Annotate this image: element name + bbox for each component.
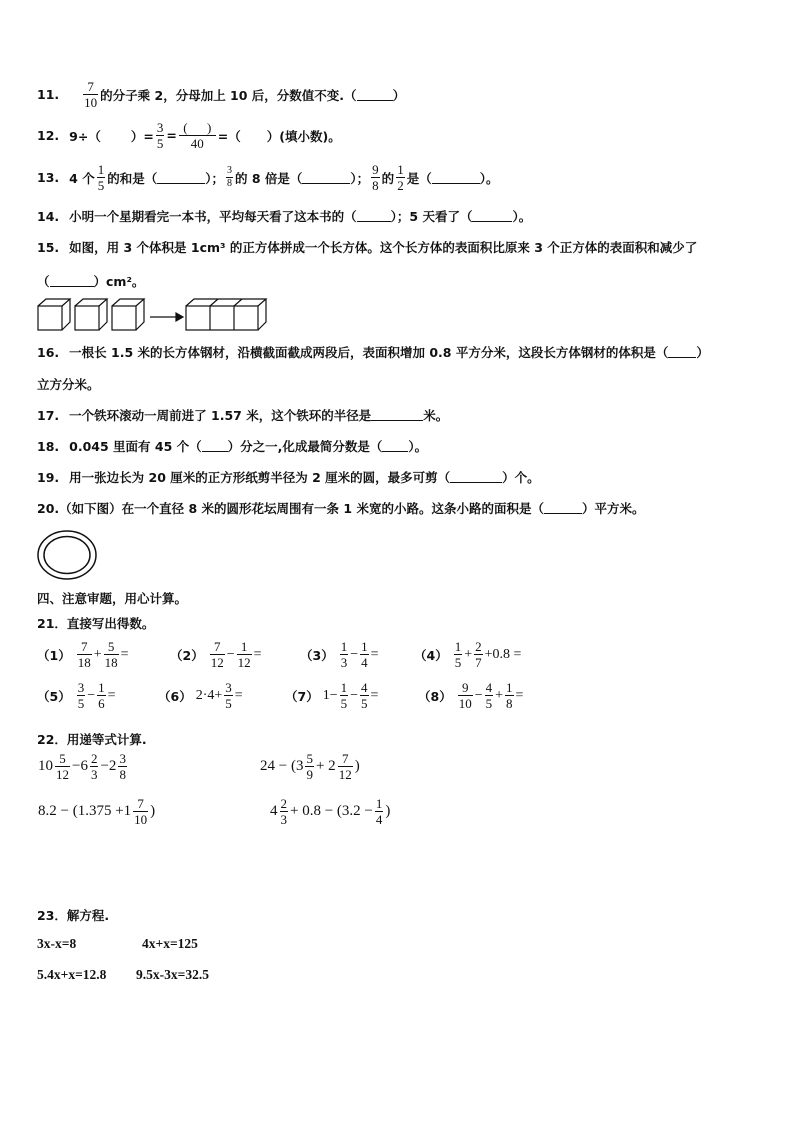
answer-blank[interactable] [668, 346, 696, 358]
fraction: $\frac{3}{8}$ [227, 165, 232, 189]
answer-blank[interactable] [450, 471, 502, 483]
question-23-title: 23．解方程. [37, 908, 110, 923]
question-20: 20. （如下图）在一个直径 8 米的圆形花坛周围有一条 1 米宽的小路。这条小路的面积是（ ）平方米。 [37, 500, 645, 516]
outer-circle-icon [38, 531, 96, 579]
fraction: $\frac{7}{10}$ [84, 79, 98, 110]
equation-4: 9.5x-3x=32.5 [136, 967, 209, 982]
question-number: 13. [37, 170, 60, 185]
question-16-line2: 立方分米。 [37, 377, 100, 392]
answer-blank[interactable] [357, 89, 393, 101]
calc-item-4: （4） $\frac{1}{5}$ + $\frac{2}{7}$ +0.8 = [414, 639, 522, 670]
question-number: 17. [37, 407, 60, 423]
answer-blank[interactable] [157, 172, 205, 184]
question-14: 14. 小明一个星期看完一本书，平均每天看了这本书的（ ）；5 天看了（ ）。 [37, 208, 532, 224]
cube-icon [38, 299, 70, 330]
section-heading: 四、注意审题，用心计算。 [37, 591, 188, 606]
cubes-figure [36, 296, 276, 332]
answer-blank[interactable] [202, 440, 228, 452]
fraction: $\frac{9}{8}$ [372, 162, 379, 193]
question-number: 11. [37, 87, 60, 102]
calc-item-3: （3） $\frac{1}{3}$ − $\frac{1}{4}$ = [300, 639, 379, 670]
fraction: $\frac{1}{5}$ [97, 162, 105, 193]
question-number: 18. [37, 438, 60, 454]
question-21-title: 21．直接写出得数。 [37, 616, 155, 631]
fraction: $\frac{1}{2}$ [397, 162, 404, 193]
answer-blank[interactable] [382, 440, 408, 452]
answer-blank[interactable] [371, 409, 423, 421]
answer-blank[interactable] [50, 275, 94, 287]
calc-item-5: （5） $\frac{3}{5}$ − $\frac{1}{6}$ = [37, 680, 116, 711]
arrow-right-icon [150, 313, 183, 321]
calc-item-1: （1） $\frac{7}{18}$ + $\frac{5}{18}$ = [37, 639, 129, 670]
answer-blank[interactable] [544, 502, 582, 514]
question-18: 18. 0.045 里面有 45 个（ ）分之一,化成最简分数是（ ）。 [37, 438, 428, 454]
calc-item-8: （8） $\frac{9}{10}$ − $\frac{4}{5}$ + $\frac{1}{8}$ = [418, 680, 524, 711]
question-text: 的分子乘 2，分母加上 10 后，分数值不变.（ [100, 87, 357, 103]
question-15: 15. 如图，用 3 个体积是 1cm³ 的正方体拼成一个长方体。这个长方体的表面积比原来 3 个正方体的表面积和减少了 [37, 239, 698, 255]
answer-blank[interactable] [432, 172, 480, 184]
expression-4: 4 $\frac{2}{3}$ + 0.8 − (3.2 − $\frac{1}{4}$ ) [270, 796, 391, 827]
question-number: 19. [37, 469, 60, 485]
equation-1: 3x-x=8 [37, 936, 77, 951]
calc-item-7: （7） 1− $\frac{1}{5}$ − $\frac{4}{5}$ = [285, 680, 379, 711]
answer-blank[interactable] [302, 172, 350, 184]
question-number: 16. [37, 344, 60, 360]
equation-2: 4x+x=125 [142, 936, 198, 951]
question-number: 20. [37, 500, 60, 516]
question-17: 17. 一个铁环滚动一周前进了 1.57 米，这个铁环的半径是 米。 [37, 407, 449, 423]
question-number: 14. [37, 208, 60, 224]
question-19: 19. 用一张边长为 20 厘米的正方形纸剪半径为 2 厘米的圆，最多可剪（ ）个。 [37, 469, 540, 485]
calc-item-2: （2） $\frac{7}{12}$ − $\frac{1}{12}$ = [170, 639, 262, 670]
expression-1: 10 $\frac{5}{12}$ −6 $\frac{2}{3}$ −2 $\frac{3}{8}$ [38, 751, 126, 782]
answer-blank[interactable] [472, 210, 512, 222]
cuboid-icon [186, 299, 266, 330]
question-16: 16. 一根长 1.5 米的长方体钢材，沿横截面截成两段后，表面积增加 0.8 平方分米，这段长方体钢材的体积是（ ） [37, 344, 709, 360]
question-22-title: 22．用递等式计算. [37, 732, 147, 747]
equation-3: 5.4x+x=12.8 [37, 967, 107, 982]
expression-2: 24 − (3 $\frac{5}{9}$ + 2 $\frac{7}{12}$ ) [260, 751, 360, 782]
ring-path-figure [36, 529, 98, 581]
inner-circle-icon [44, 537, 90, 574]
question-13: 13. 4 个 $\frac{1}{5}$ 的和是（ ）； $\frac{3}{8}$ 的 8 倍是（ ）； $\frac{9}{8}$ 的 $\frac{1}{2}$ 是（ ）。 [37, 162, 499, 193]
question-number: 15. [37, 239, 60, 255]
expression-3: 8.2 − (1.375 +1 $\frac{7}{10}$ ) [38, 796, 156, 827]
question-12: 12. 9÷（ ）= $\frac{3}{5}$ = $\frac{( )}{40}$ =（ ）(填小数)。 [37, 120, 341, 151]
fraction: $\frac{3}{5}$ [156, 120, 164, 151]
question-15-line2: （ ）cm²。 [37, 274, 145, 289]
question-11: 11. $\frac{7}{10}$ 的分子乘 2，分母加上 10 后，分数值不变.（ ） [37, 79, 406, 110]
answer-blank[interactable] [357, 210, 391, 222]
fraction-blank[interactable]: $\frac{( )}{40}$ [179, 121, 216, 150]
calc-item-6: （6） 2·4+ $\frac{3}{5}$ = [158, 680, 243, 711]
question-number: 12. [37, 128, 60, 143]
cube-icon [112, 299, 144, 330]
cube-icon [75, 299, 107, 330]
